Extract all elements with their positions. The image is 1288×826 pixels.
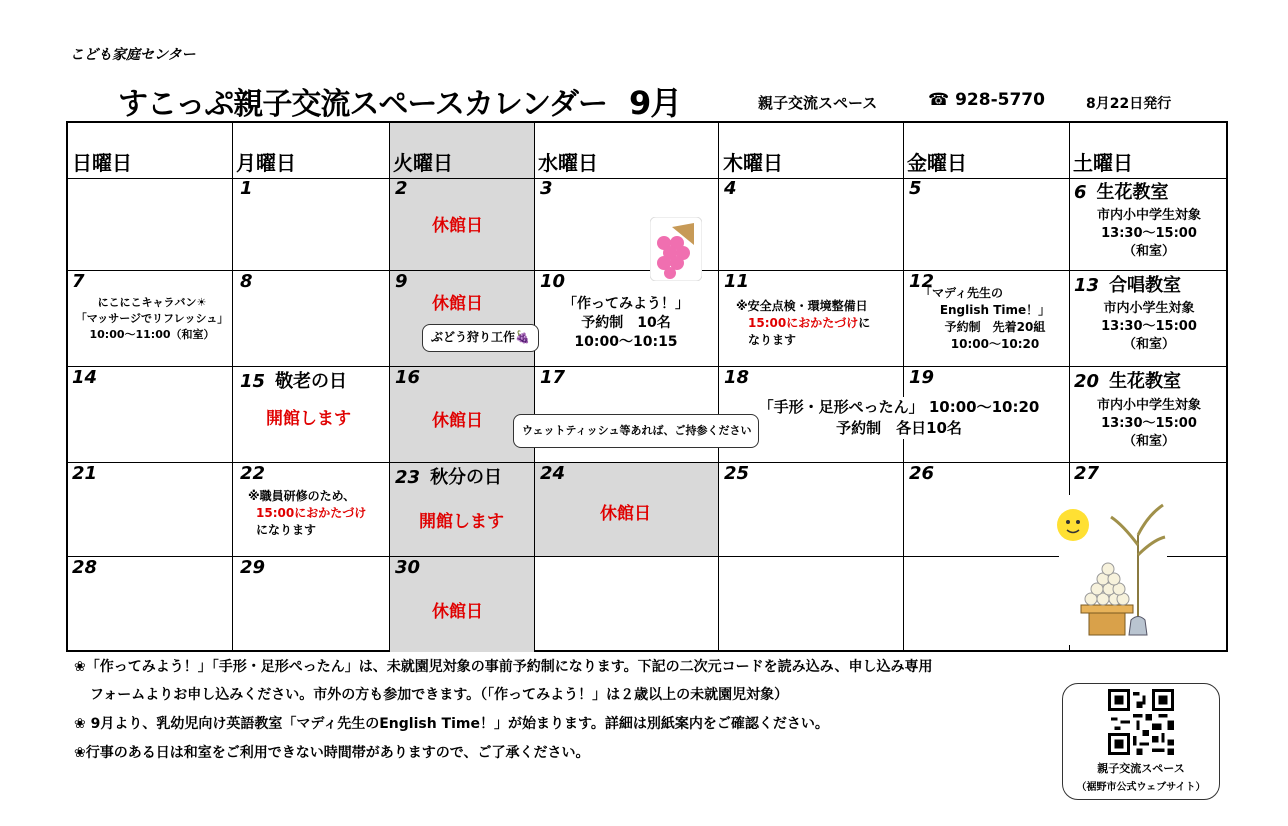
note-line: ❀「作ってみよう！」「手形・足形ぺったん」は、未就園児対象の事前予約制になります。下記の二次元コードを読み込み、申し込み専用: [74, 659, 933, 675]
weekday-header: 月曜日: [236, 151, 296, 175]
event-details: 市内小学生対象 13:30～15:00 （和室）: [1101, 301, 1197, 352]
day-number: 5: [909, 178, 922, 199]
day-number: 12: [909, 271, 935, 292]
day-number: 16: [395, 367, 421, 388]
day-number: 27: [1074, 463, 1100, 484]
grape-craft-illustration: [650, 217, 702, 281]
event-details: 市内小中学生対象 13:30～15:00 （和室）: [1096, 398, 1201, 449]
day-number: 4: [724, 178, 737, 199]
weekday-header: 土曜日: [1073, 151, 1133, 175]
closed-label: 休館日: [432, 411, 483, 431]
event-details: 「作ってみよう！」 予約制 10名 10:00～10:15: [563, 296, 689, 350]
day-number: 14: [72, 367, 98, 388]
day-number: 18: [724, 367, 750, 388]
weekday-header: 水曜日: [538, 151, 598, 175]
day-number: 19: [909, 367, 935, 388]
header-space-name: 親子交流スペース: [758, 94, 878, 112]
event-title: 生花教室: [1109, 371, 1182, 392]
event-details: 市内小中学生対象 13:30～15:00 （和室）: [1096, 208, 1201, 259]
grid-line: [903, 123, 904, 650]
calendar-grid: [66, 121, 1228, 652]
weekday-header: 木曜日: [723, 151, 783, 175]
day-number: 3: [540, 178, 553, 199]
event-title: 合唱教室: [1109, 275, 1182, 296]
event-details: ※職員研修のため、 15:00におかたづけ になります: [248, 489, 367, 537]
day-number: 26: [909, 463, 935, 484]
day-number: 2: [395, 178, 408, 199]
event-details: にこにこキャラバン☀ 「マッサージでリフレッシュ」 10:00～11:00（和室）: [75, 296, 229, 341]
day-number: 17: [540, 367, 566, 388]
header-issued-date: 8月22日発行: [1086, 96, 1172, 112]
open-label: 開館します: [419, 512, 504, 532]
day-number: 10: [540, 271, 566, 292]
event-title: 生花教室: [1096, 182, 1169, 203]
org-name: こども家庭センター: [70, 47, 196, 63]
day-number: 9: [395, 271, 408, 292]
day-number: 11: [724, 271, 750, 292]
grape-craft-bubble: ぶどう狩り工作🍇: [422, 324, 539, 352]
qr-sublabel: （裾野市公式ウェブサイト）: [1076, 782, 1206, 793]
day-number: 22: [240, 463, 266, 484]
qr-label: 親子交流スペース: [1097, 762, 1185, 775]
wet-tissue-bubble: ウェットティッシュ等あれば、ご持参ください: [513, 414, 759, 448]
closed-label: 休館日: [432, 294, 483, 314]
note-line: ❀ 9月より、乳幼児向け英語教室「マディ先生のEnglish Time！」が始まります。詳細は別紙案内をご確認ください。: [74, 716, 829, 732]
event-details: 「手形・足形ぺったん」 10:00～10:20 予約制 各日10名: [740, 397, 1058, 439]
day-number: 15 敬老の日: [240, 371, 348, 392]
event-details: ※安全点検・環境整備日 15:00におかたづけに なります: [736, 299, 871, 347]
note-line: ❀行事のある日は和室をご利用できない時間帯がありますので、ご了承ください。: [74, 745, 590, 761]
day-number: 24: [540, 463, 566, 484]
weekday-header: 火曜日: [393, 151, 453, 175]
day-number: 7: [72, 271, 85, 292]
day-number: 8: [240, 271, 253, 292]
day-number: 29: [240, 557, 266, 578]
grid-line: [718, 123, 719, 650]
event-details: 「マディ先生の English Time！」 予約制 先着20組 10:00～10:20: [920, 286, 1051, 351]
day-number: 25: [724, 463, 750, 484]
closed-label: 休館日: [432, 216, 483, 236]
page-title: [118, 78, 681, 124]
weekday-header: 日曜日: [72, 151, 132, 175]
title-month: 9月: [628, 84, 682, 122]
day-number: 30: [395, 557, 421, 578]
grid-line: [232, 123, 233, 650]
title-text: すこっぷ親子交流スペースカレンダー: [118, 87, 607, 122]
day-number: 20 生花教室: [1074, 371, 1182, 392]
qr-code-icon[interactable]: [1107, 689, 1175, 755]
day-number: 21: [72, 463, 98, 484]
day-number: 6 生花教室: [1074, 182, 1169, 203]
day-number: 1: [240, 178, 253, 199]
header-phone: ☎ 928-5770: [928, 90, 1045, 110]
grid-line: [389, 123, 390, 650]
grid-line: [534, 123, 535, 650]
day-number: 28: [72, 557, 98, 578]
event-title: 敬老の日: [275, 371, 348, 392]
day-number: 13 合唱教室: [1074, 275, 1182, 296]
closed-label: 休館日: [432, 602, 483, 622]
closed-label: 休館日: [600, 504, 651, 524]
tsukimi-illustration: [1053, 495, 1173, 645]
weekday-header: 金曜日: [907, 151, 967, 175]
event-title: 秋分の日: [430, 467, 503, 488]
note-line: フォームよりお申し込みください。市外の方も参加できます。（「作ってみよう！」は２歳以上の未就園児対象）: [90, 687, 789, 703]
open-label: 開館します: [266, 409, 351, 429]
day-number: 23 秋分の日: [395, 467, 503, 488]
